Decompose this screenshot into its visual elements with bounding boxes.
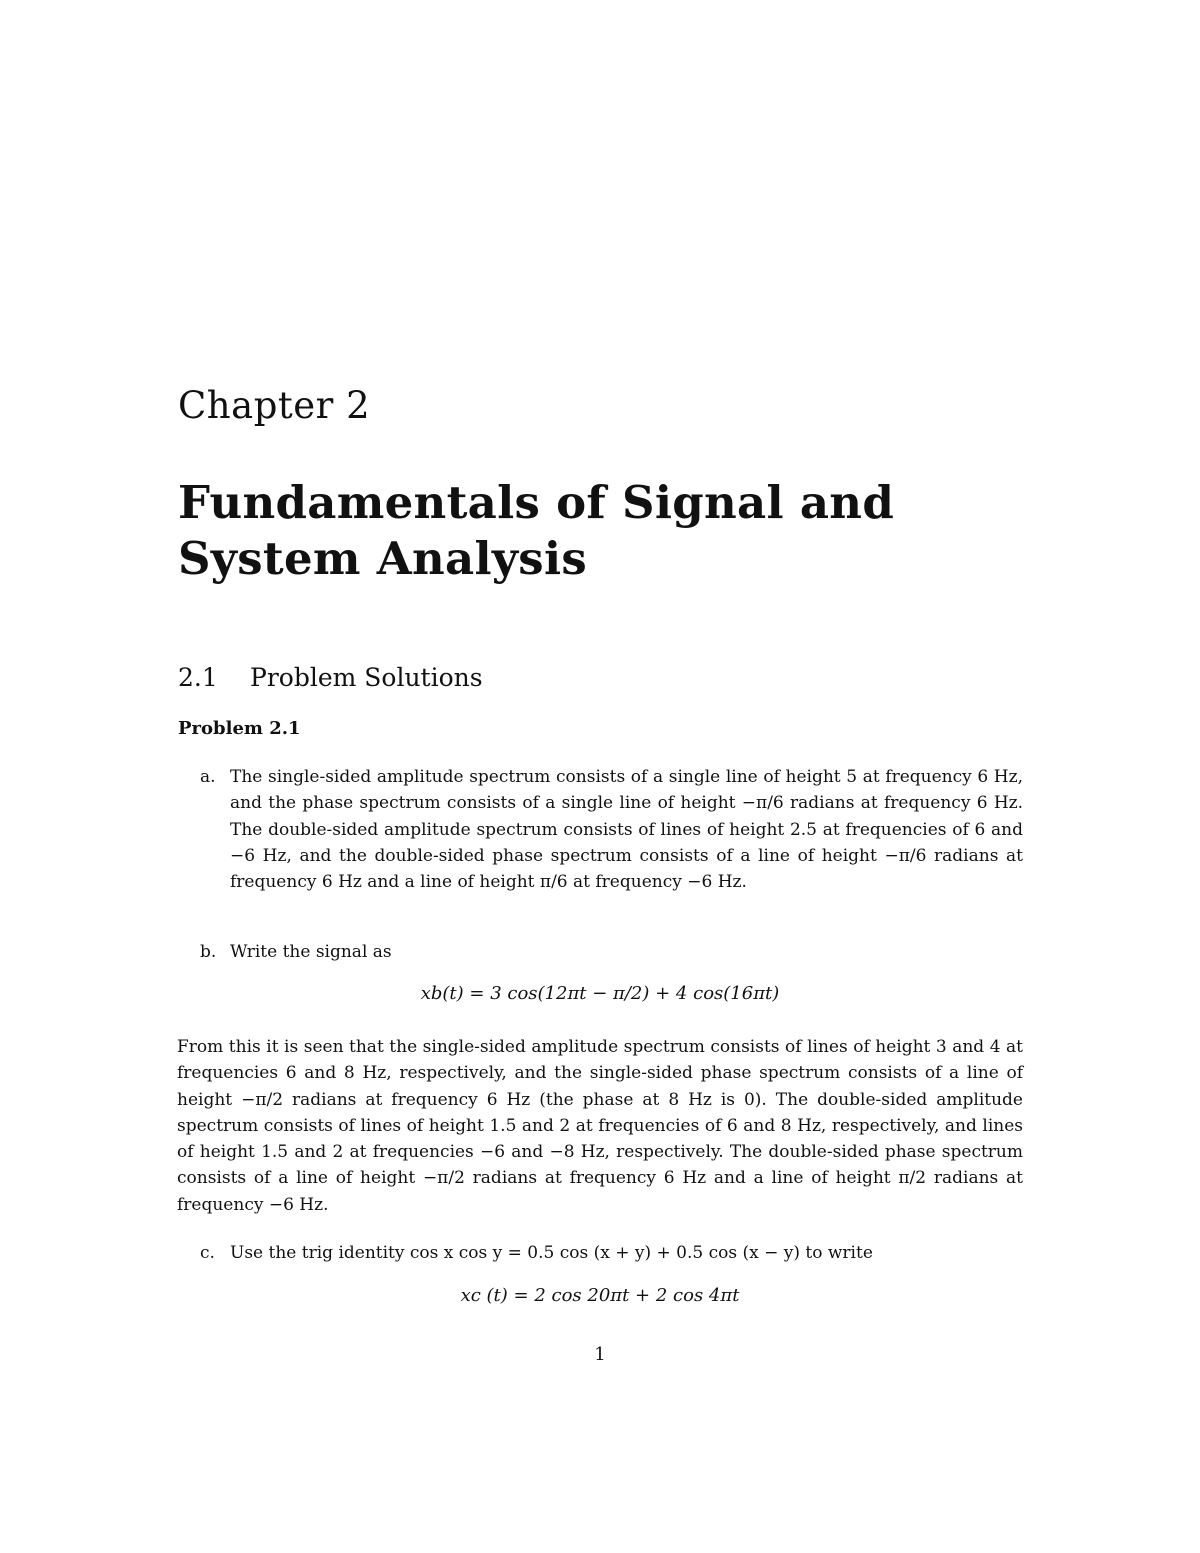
list-item-text: Use the trig identity cos x cos y = 0.5 cos (x + y) + 0.5 cos (x − y) to write bbox=[230, 1243, 873, 1263]
chapter-label: Chapter 2 bbox=[178, 384, 371, 427]
list-item-marker: b. bbox=[200, 942, 217, 962]
list-item-c bbox=[200, 1240, 1023, 1266]
equation-xb: xb(t) = 3 cos(12πt − π/2) + 4 cos(16πt) bbox=[420, 983, 780, 1004]
chapter-title: Fundamentals of Signal and System Analysis bbox=[178, 476, 895, 585]
list-item-text: The single-sided amplitude spectrum consists of a single line of height 5 at frequency 6 Hz, and the phase spectrum consists of a single line of height −π/6 radians at frequency 6 Hz. The double-sided amplitude spectrum consists of lines of height 2.5 at frequencies of 6 and −6 Hz, and the double-sided phase spectrum consists of a line of height −π/6 radians at frequency 6 Hz and a line of height π/6 at frequency −6 Hz. bbox=[230, 767, 1023, 893]
list-item-text: Write the signal as bbox=[230, 942, 392, 962]
page-number: 1 bbox=[594, 1344, 606, 1365]
list-item-b bbox=[200, 939, 1023, 965]
section-number: 2.1 bbox=[178, 663, 218, 692]
section-heading bbox=[178, 663, 483, 692]
list-item-marker: a. bbox=[200, 767, 216, 787]
list-item-a bbox=[200, 764, 1023, 895]
section-title: Problem Solutions bbox=[250, 663, 483, 692]
list-item-marker: c. bbox=[200, 1243, 215, 1263]
equation-xc: xc (t) = 2 cos 20πt + 2 cos 4πt bbox=[460, 1285, 740, 1306]
problem-heading: Problem 2.1 bbox=[178, 718, 301, 739]
body-paragraph: From this it is seen that the single-sided amplitude spectrum consists of lines of height 3 and 4 at frequencies 6 and 8 Hz, respectively, and the single-sided phase spectrum consists of a line of height −π/2 radians at frequency 6 Hz (the phase at 8 Hz is 0). The double-sided amplitude spectrum consists of lines of height 1.5 and 2 at frequencies of 6 and 8 Hz, respectively, and lines of height 1.5 and 2 at frequencies −6 and −8 Hz, respectively. The double-sided phase spectrum consists of a line of height −π/2 radians at frequency 6 Hz and a line of height π/2 radians at frequency −6 Hz. bbox=[177, 1037, 1023, 1215]
